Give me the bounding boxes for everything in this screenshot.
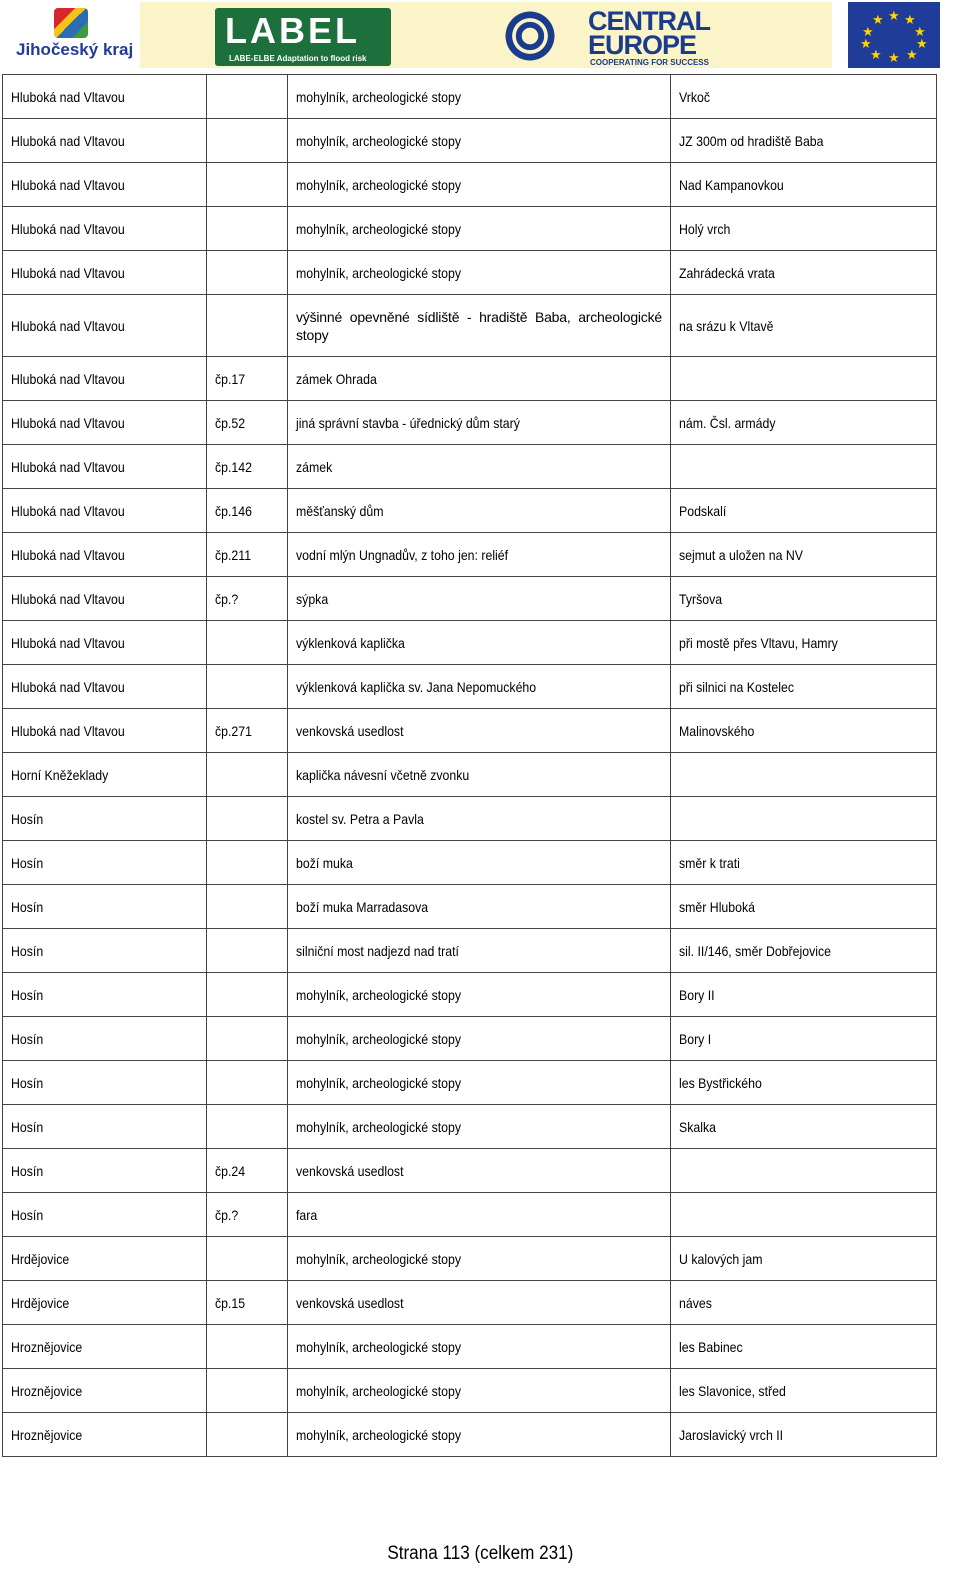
cell-object [288, 357, 671, 401]
cell-house-number [207, 1017, 288, 1061]
table-row [3, 841, 937, 885]
cell-municipality [3, 753, 207, 797]
cell-house-number-text: čp.? [215, 1206, 239, 1223]
cell-house-number [207, 251, 288, 295]
cell-object [288, 709, 671, 753]
page-footer [0, 1543, 960, 1565]
cell-house-number [207, 1369, 288, 1413]
cell-municipality [3, 119, 207, 163]
cell-location-text: Skalka [679, 1118, 716, 1135]
cell-location [671, 489, 937, 533]
cell-location-text: les Babinec [679, 1338, 743, 1355]
cell-object [288, 885, 671, 929]
cell-object-text: mohylník, archeologické stopy [296, 264, 462, 281]
cell-location [671, 973, 937, 1017]
cell-object [288, 119, 671, 163]
cell-municipality [3, 1193, 207, 1237]
table-row [3, 445, 937, 489]
cell-municipality-text: Hluboká nad Vltavou [11, 220, 125, 237]
jihocesky-kraj-logo [2, 2, 138, 68]
cell-object [288, 1061, 671, 1105]
cell-house-number [207, 1237, 288, 1281]
cell-location-text: Bory I [679, 1030, 712, 1047]
cell-house-number [207, 357, 288, 401]
cell-municipality-text: Hosín [11, 1030, 44, 1047]
label-logo [215, 8, 391, 66]
cell-object-text: mohylník, archeologické stopy [296, 1118, 462, 1135]
cell-location-text: nám. Čsl. armády [679, 414, 776, 431]
cell-municipality [3, 295, 207, 357]
cell-house-number [207, 753, 288, 797]
cell-object [288, 621, 671, 665]
cell-house-number [207, 295, 288, 357]
cell-object [288, 841, 671, 885]
cell-location [671, 1281, 937, 1325]
label-logo-subtitle: LABE-ELBE Adaptation to flood risk [229, 54, 367, 63]
cell-house-number [207, 1105, 288, 1149]
cell-municipality [3, 1017, 207, 1061]
table-row [3, 1149, 937, 1193]
cell-object-text: mohylník, archeologické stopy [296, 1030, 462, 1047]
cell-municipality [3, 75, 207, 119]
cell-location [671, 665, 937, 709]
table-row [3, 75, 937, 119]
cell-house-number-text: čp.24 [215, 1162, 246, 1179]
cell-location [671, 1193, 937, 1237]
cell-location-text: sejmut a uložen na NV [679, 546, 803, 563]
cell-location-text: Jaroslavický vrch II [679, 1426, 784, 1443]
cell-location-text: Holý vrch [679, 220, 731, 237]
table-row [3, 797, 937, 841]
cell-municipality [3, 357, 207, 401]
cell-object-text: venkovská usedlost [296, 722, 404, 739]
cell-object-text: mohylník, archeologické stopy [296, 176, 462, 193]
jihocesky-kraj-logo-text: Jihočeský kraj [16, 40, 134, 59]
monuments-table-body [3, 75, 937, 1457]
cell-location [671, 885, 937, 929]
cell-object-text: vodní mlýn Ungnadův, z toho jen: reliéf [296, 546, 509, 563]
cell-municipality-text: Hluboká nad Vltavou [11, 132, 125, 149]
cell-house-number [207, 75, 288, 119]
cell-location [671, 357, 937, 401]
cell-municipality-text: Hosín [11, 942, 44, 959]
cell-municipality [3, 207, 207, 251]
cell-municipality [3, 621, 207, 665]
central-europe-logo [498, 6, 730, 68]
cell-house-number [207, 533, 288, 577]
cell-municipality [3, 1105, 207, 1149]
cell-location [671, 533, 937, 577]
table-row [3, 401, 937, 445]
cell-municipality-text: Hosín [11, 810, 44, 827]
table-row [3, 885, 937, 929]
cell-location [671, 401, 937, 445]
cell-house-number [207, 797, 288, 841]
cell-object [288, 1105, 671, 1149]
cell-object [288, 533, 671, 577]
cell-object [288, 797, 671, 841]
table-row [3, 251, 937, 295]
cell-object [288, 445, 671, 489]
cell-house-number-text: čp.146 [215, 502, 253, 519]
cell-object-text: mohylník, archeologické stopy [296, 1426, 462, 1443]
cell-municipality [3, 1369, 207, 1413]
cell-location [671, 445, 937, 489]
cell-object [288, 1149, 671, 1193]
cell-municipality-text: Hosín [11, 854, 44, 871]
page-number-label: Strana 113 (celkem 231) [387, 1543, 573, 1564]
cell-object [288, 1369, 671, 1413]
central-europe-line1: CENTRAL [588, 6, 710, 36]
table-row [3, 533, 937, 577]
cell-house-number-text: čp.211 [215, 546, 252, 563]
cell-municipality-text: Hluboká nad Vltavou [11, 678, 125, 695]
cell-municipality [3, 1237, 207, 1281]
cell-municipality [3, 401, 207, 445]
cell-object [288, 489, 671, 533]
cell-municipality-text: Horní Kněžeklady [11, 766, 109, 783]
cell-house-number [207, 489, 288, 533]
cell-municipality-text: Hluboká nad Vltavou [11, 458, 125, 475]
cell-municipality [3, 797, 207, 841]
cell-municipality-text: Hluboká nad Vltavou [11, 546, 125, 563]
cell-house-number-text: čp.142 [215, 458, 253, 475]
table-row [3, 357, 937, 401]
table-row [3, 1061, 937, 1105]
cell-municipality-text: Hosín [11, 1118, 44, 1135]
cell-object-text: mohylník, archeologické stopy [296, 1338, 462, 1355]
cell-municipality [3, 841, 207, 885]
table-row [3, 489, 937, 533]
cell-house-number [207, 973, 288, 1017]
cell-object-text: kaplička návesní včetně zvonku [296, 766, 470, 783]
cell-municipality-text: Hluboká nad Vltavou [11, 590, 125, 607]
cell-object-text: mohylník, archeologické stopy [296, 1382, 462, 1399]
cell-house-number [207, 401, 288, 445]
cell-location-text: při mostě přes Vltavu, Hamry [679, 634, 838, 651]
cell-object [288, 1413, 671, 1457]
eu-stars: ★ ★ ★ ★ ★ ★ ★ ★ ★ ★ [860, 8, 928, 65]
cell-location-text: Malinovského [679, 722, 755, 739]
cell-object [288, 1017, 671, 1061]
table-row [3, 1413, 937, 1457]
cell-municipality-text: Hosín [11, 1206, 44, 1223]
table-row [3, 295, 937, 357]
cell-location [671, 577, 937, 621]
cell-location [671, 709, 937, 753]
cell-municipality [3, 1061, 207, 1105]
cell-location [671, 1325, 937, 1369]
cell-house-number [207, 1149, 288, 1193]
cell-object [288, 973, 671, 1017]
table-row [3, 753, 937, 797]
cell-house-number [207, 885, 288, 929]
table-row [3, 1193, 937, 1237]
cell-municipality [3, 251, 207, 295]
cell-object-text: kostel sv. Petra a Pavla [296, 810, 424, 827]
jihocesky-kraj-emblem-icon [54, 8, 88, 38]
cell-location-text: sil. II/146, směr Dobřejovice [679, 942, 832, 959]
table-row [3, 1325, 937, 1369]
cell-municipality [3, 1413, 207, 1457]
cell-location-text: směr k trati [679, 854, 740, 871]
cell-location-text: les Bystřického [679, 1074, 762, 1091]
cell-municipality-text: Hluboká nad Vltavou [11, 722, 125, 739]
cell-municipality-text: Hrdějovice [11, 1294, 70, 1311]
cell-object-text: mohylník, archeologické stopy [296, 1074, 462, 1091]
cell-object-text: venkovská usedlost [296, 1294, 404, 1311]
cell-house-number-text: čp.15 [215, 1294, 246, 1311]
cell-house-number [207, 119, 288, 163]
cell-house-number [207, 577, 288, 621]
eu-flag-icon [848, 2, 940, 68]
cell-house-number [207, 1193, 288, 1237]
cell-municipality [3, 885, 207, 929]
cell-municipality-text: Hluboká nad Vltavou [11, 502, 125, 519]
cell-house-number [207, 665, 288, 709]
cell-object-text: fara [296, 1206, 318, 1223]
cell-location [671, 1149, 937, 1193]
cell-object [288, 753, 671, 797]
cell-location [671, 295, 937, 357]
cell-house-number-text: čp.17 [215, 370, 246, 387]
cell-municipality-text: Hluboká nad Vltavou [11, 317, 125, 334]
table-row [3, 1237, 937, 1281]
cell-location-text: JZ 300m od hradiště Baba [679, 132, 824, 149]
cell-municipality-text: Hluboká nad Vltavou [11, 264, 125, 281]
table-row [3, 709, 937, 753]
table-row [3, 1281, 937, 1325]
table-row [3, 163, 937, 207]
cell-object [288, 1237, 671, 1281]
cell-house-number-text: čp.271 [215, 722, 253, 739]
cell-municipality [3, 163, 207, 207]
cell-location [671, 251, 937, 295]
cell-object [288, 577, 671, 621]
cell-object [288, 295, 671, 357]
cell-location-text: Vrkoč [679, 88, 711, 105]
cell-location [671, 1105, 937, 1149]
cell-location [671, 1237, 937, 1281]
cell-object-text: výklenková kaplička [296, 634, 405, 651]
cell-object [288, 207, 671, 251]
cell-object [288, 1281, 671, 1325]
cell-municipality-text: Hroznějovice [11, 1426, 83, 1443]
cell-location-text: na srázu k Vltavě [679, 317, 774, 334]
cell-municipality [3, 533, 207, 577]
cell-municipality [3, 1149, 207, 1193]
table-row [3, 1105, 937, 1149]
table-row [3, 119, 937, 163]
cell-location [671, 753, 937, 797]
cell-municipality-text: Hluboká nad Vltavou [11, 634, 125, 651]
cell-location-text: les Slavonice, střed [679, 1382, 786, 1399]
cell-municipality-text: Hluboká nad Vltavou [11, 414, 125, 431]
cell-house-number [207, 1325, 288, 1369]
cell-municipality [3, 1281, 207, 1325]
table-row [3, 665, 937, 709]
cell-house-number [207, 1061, 288, 1105]
cell-location-text: Tyršova [679, 590, 723, 607]
table-row [3, 1017, 937, 1061]
cell-location-text: Bory II [679, 986, 715, 1003]
cell-location-text: směr Hluboká [679, 898, 756, 915]
cell-object-text: výšinné opevněné sídliště - hradiště Baba, archeologické stopy [296, 308, 662, 343]
cell-municipality [3, 973, 207, 1017]
cell-location [671, 1017, 937, 1061]
cell-municipality-text: Hosín [11, 1162, 44, 1179]
table-row [3, 577, 937, 621]
label-logo-title: LABEL [225, 10, 360, 51]
cell-house-number [207, 1281, 288, 1325]
cell-municipality-text: Hluboká nad Vltavou [11, 370, 125, 387]
table-row [3, 1369, 937, 1413]
cell-location-text: při silnici na Kostelec [679, 678, 795, 695]
cell-location [671, 841, 937, 885]
cell-object [288, 163, 671, 207]
cell-object-text: výklenková kaplička sv. Jana Nepomuckého [296, 678, 537, 695]
cell-house-number [207, 163, 288, 207]
cell-municipality [3, 929, 207, 973]
cell-house-number-text: čp.? [215, 590, 239, 607]
cell-municipality [3, 665, 207, 709]
table-row [3, 929, 937, 973]
cell-object-text: sýpka [296, 590, 329, 607]
cell-object-text: mohylník, archeologické stopy [296, 1250, 462, 1267]
cell-location-text: náves [679, 1294, 712, 1311]
cell-location-text: Podskalí [679, 502, 727, 519]
cell-municipality-text: Hluboká nad Vltavou [11, 176, 125, 193]
cell-location-text: Zahrádecká vrata [679, 264, 775, 281]
table-row [3, 207, 937, 251]
cell-house-number [207, 621, 288, 665]
cell-location [671, 75, 937, 119]
cell-municipality [3, 489, 207, 533]
cell-location [671, 797, 937, 841]
cell-municipality-text: Hosín [11, 898, 44, 915]
cell-object-text: mohylník, archeologické stopy [296, 220, 462, 237]
cell-object [288, 665, 671, 709]
cell-location-text: U kalových jam [679, 1250, 763, 1267]
cell-house-number [207, 445, 288, 489]
cell-object-text: mohylník, archeologické stopy [296, 88, 462, 105]
cell-location [671, 1413, 937, 1457]
monuments-table [2, 74, 937, 1457]
cell-location [671, 929, 937, 973]
cell-municipality-text: Hrdějovice [11, 1250, 70, 1267]
central-europe-subtitle: COOPERATING FOR SUCCESS [590, 58, 709, 67]
cell-object-text: jiná správní stavba - úřednický dům starý [296, 414, 520, 431]
central-europe-swirl-icon [504, 10, 556, 62]
cell-location [671, 163, 937, 207]
cell-municipality [3, 577, 207, 621]
table-row [3, 621, 937, 665]
cell-object-text: silniční most nadjezd nad tratí [296, 942, 459, 959]
cell-object [288, 1325, 671, 1369]
cell-object-text: venkovská usedlost [296, 1162, 404, 1179]
cell-object-text: boží muka Marradasova [296, 898, 429, 915]
cell-location [671, 119, 937, 163]
cell-location [671, 207, 937, 251]
cell-location-text: Nad Kampanovkou [679, 176, 784, 193]
cell-location [671, 1369, 937, 1413]
table-row [3, 973, 937, 1017]
cell-house-number [207, 207, 288, 251]
cell-municipality-text: Hosín [11, 1074, 44, 1091]
page-header [0, 0, 960, 72]
cell-municipality [3, 1325, 207, 1369]
cell-location [671, 1061, 937, 1105]
cell-object-text: boží muka [296, 854, 353, 871]
cell-house-number [207, 1413, 288, 1457]
cell-municipality-text: Hroznějovice [11, 1338, 83, 1355]
cell-object-text: zámek Ohrada [296, 370, 377, 387]
cell-object [288, 75, 671, 119]
cell-object-text: zámek [296, 458, 333, 475]
cell-house-number [207, 929, 288, 973]
cell-object-text: měšťanský dům [296, 502, 384, 519]
central-europe-line2: EUROPE [588, 30, 697, 60]
cell-object [288, 401, 671, 445]
cell-municipality-text: Hosín [11, 986, 44, 1003]
cell-object [288, 1193, 671, 1237]
cell-location [671, 621, 937, 665]
cell-object [288, 929, 671, 973]
cell-object-text: mohylník, archeologické stopy [296, 986, 462, 1003]
cell-municipality-text: Hroznějovice [11, 1382, 83, 1399]
cell-object-text: mohylník, archeologické stopy [296, 132, 462, 149]
cell-house-number-text: čp.52 [215, 414, 246, 431]
cell-municipality [3, 445, 207, 489]
cell-municipality-text: Hluboká nad Vltavou [11, 88, 125, 105]
cell-municipality [3, 709, 207, 753]
cell-object [288, 251, 671, 295]
cell-house-number [207, 841, 288, 885]
cell-house-number [207, 709, 288, 753]
